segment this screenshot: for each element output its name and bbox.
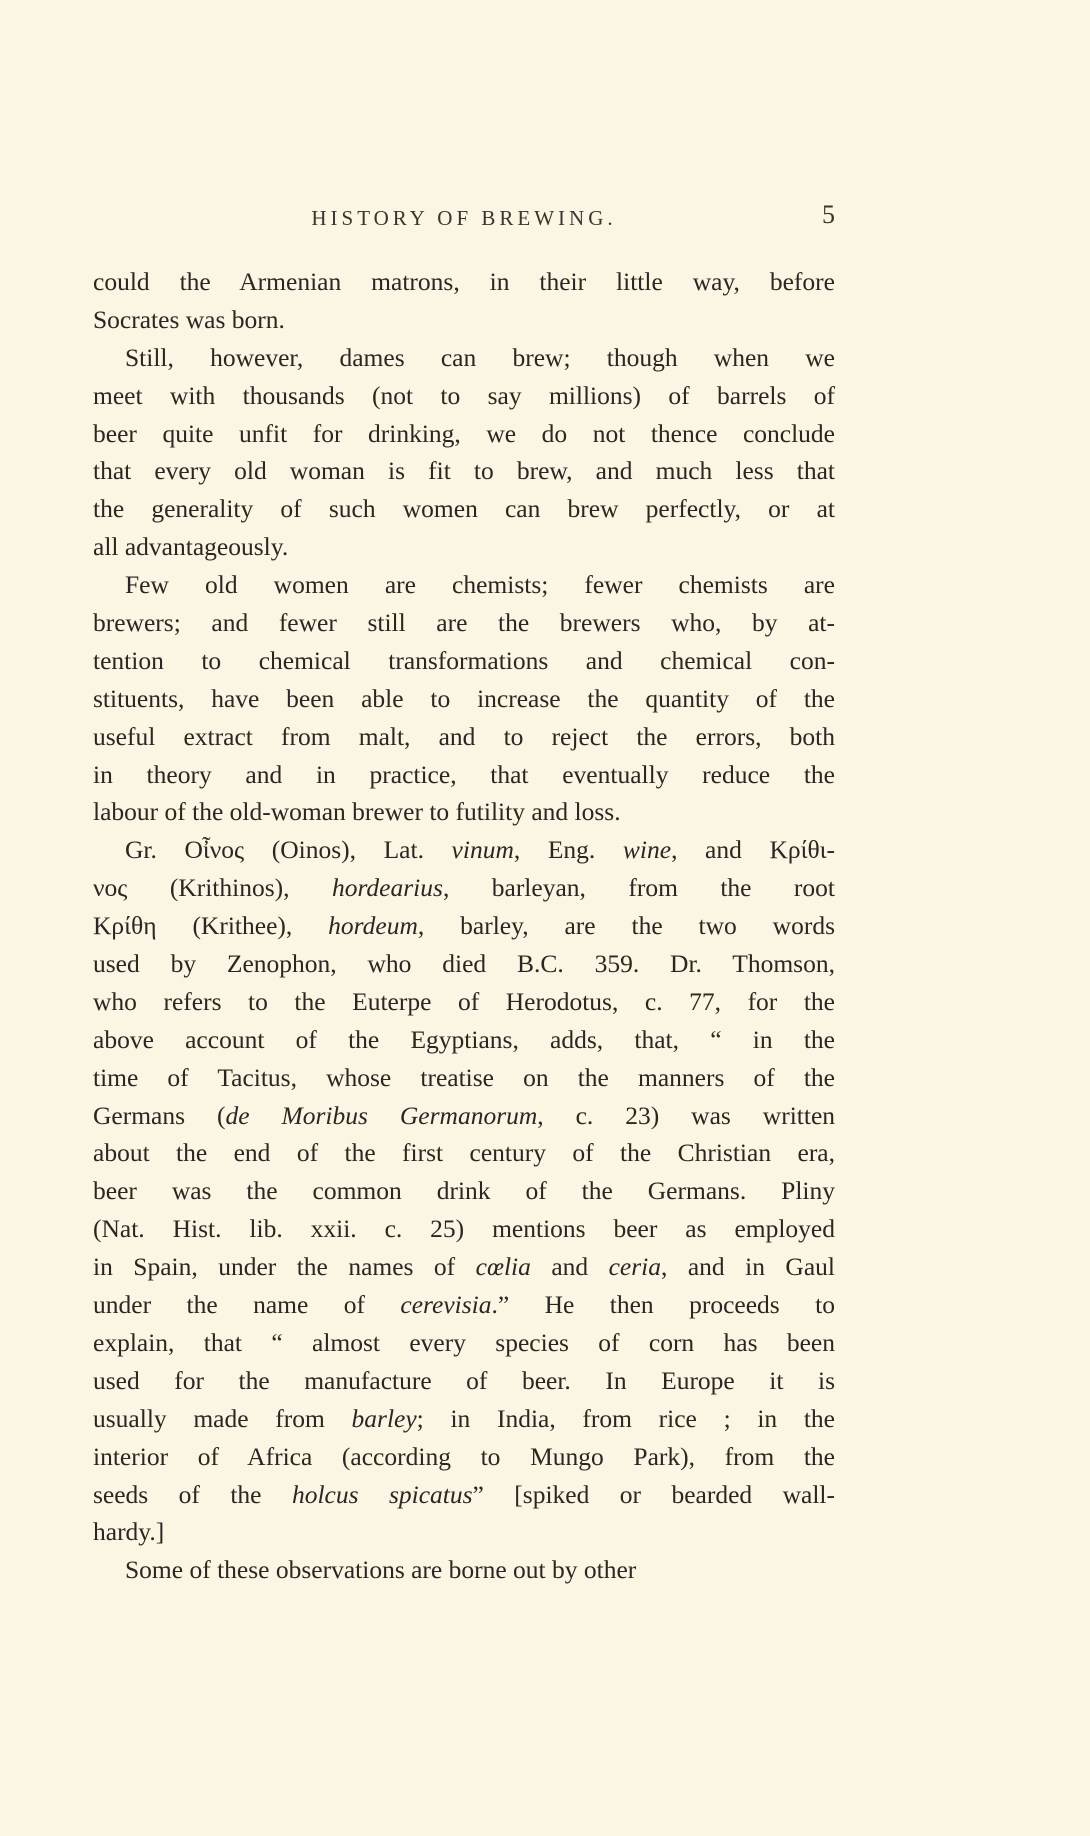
- text-line: [93, 528, 835, 566]
- text-line: [93, 718, 835, 756]
- text-line: [93, 1134, 835, 1172]
- text-segment: ” [spiked or bearded wall-: [472, 1479, 835, 1509]
- text-segment: useful extract from malt, and to reject the errors, both: [93, 721, 835, 751]
- latin-term: holcus spicatus: [291, 1479, 473, 1509]
- text-segment: Some of these observations are borne out by other: [125, 1555, 637, 1585]
- text-line: [93, 415, 835, 453]
- page-number: 5: [822, 200, 835, 229]
- text-line: [93, 1172, 835, 1210]
- text-segment: about the end of the first century of the Christian era,: [93, 1138, 835, 1168]
- text-line: [93, 377, 835, 415]
- text-segment: stituents, have been able to increase the quantity of the: [93, 683, 835, 713]
- text-segment: tention to chemical transformations and chemical con-: [93, 645, 835, 675]
- text-line: [93, 1324, 835, 1362]
- text-segment: in theory and in practice, that eventually reduce the: [93, 759, 835, 789]
- text-segment: , and Κρίθι-: [671, 835, 836, 865]
- text-line: [93, 1021, 835, 1059]
- latin-term: hordearius: [331, 873, 443, 903]
- text-line: [93, 1438, 835, 1476]
- text-line: [93, 1286, 835, 1324]
- text-segment: above account of the Egyptians, adds, that, “ in the: [93, 1024, 835, 1054]
- text-segment: interior of Africa (according to Mungo Park), from the: [93, 1441, 835, 1471]
- text-line: [93, 831, 835, 869]
- text-line: [93, 756, 835, 794]
- text-segment: Socrates was born.: [93, 304, 285, 334]
- text-line: [93, 869, 835, 907]
- emphasis-term: barley: [351, 1403, 417, 1433]
- text-line: [93, 339, 835, 377]
- text-line: [93, 1248, 835, 1286]
- text-segment: and: [530, 1252, 609, 1282]
- text-line: [93, 263, 835, 301]
- text-segment: used for the manufacture of beer. In Europe it is: [93, 1365, 835, 1395]
- text-line: [93, 452, 835, 490]
- text-segment: that every old woman is fit to brew, and much less that: [93, 456, 835, 486]
- text-segment: who refers to the Euterpe of Herodotus, c. 77, for the: [93, 986, 835, 1016]
- text-segment: (Nat. Hist. lib. xxii. c. 25) mentions beer as employed: [93, 1214, 835, 1244]
- text-line: [93, 1362, 835, 1400]
- text-line: [93, 1476, 835, 1514]
- text-segment: time of Tacitus, whose treatise on the manners of the: [93, 1062, 835, 1092]
- text-segment: hardy.]: [93, 1517, 165, 1547]
- text-line: [93, 1059, 835, 1097]
- text-segment: Κρίθη (Krithee),: [93, 911, 329, 941]
- text-line: [93, 983, 835, 1021]
- text-segment: , Eng.: [513, 835, 623, 865]
- text-segment: Gr. Οἶνος (Oinos), Lat.: [125, 835, 452, 865]
- text-segment: used by Zenophon, who died B.C. 359. Dr. Thomson,: [93, 949, 835, 979]
- text-line: [93, 566, 835, 604]
- latin-term: vinum: [451, 835, 514, 865]
- text-segment: ; in India, from rice ; in the: [416, 1403, 836, 1433]
- text-segment: usually made from: [93, 1403, 352, 1433]
- text-segment: Few old women are chemists; fewer chemists are: [125, 570, 835, 600]
- text-segment: the generality of such women can brew perfectly, or at: [93, 494, 835, 524]
- text-line: [93, 907, 835, 945]
- latin-term: cerevisia: [400, 1290, 492, 1320]
- text-line: [93, 642, 835, 680]
- text-segment: Germans (: [93, 1100, 226, 1130]
- running-head: [93, 200, 835, 236]
- book-title: de Moribus Germanorum: [225, 1100, 538, 1130]
- text-segment: labour of the old-woman brewer to futility and loss.: [93, 797, 621, 827]
- text-line: [93, 680, 835, 718]
- text-line: [93, 1400, 835, 1438]
- text-line: [93, 1097, 835, 1135]
- text-line: [93, 1551, 835, 1589]
- text-segment: νος (Krithinos),: [93, 873, 332, 903]
- text-line: [93, 793, 835, 831]
- text-line: [93, 490, 835, 528]
- text-line: [93, 945, 835, 983]
- latin-term: cœlia: [475, 1252, 531, 1282]
- text-line: [93, 604, 835, 642]
- text-segment: .” He then proceeds to: [491, 1290, 835, 1320]
- text-line: [93, 301, 835, 339]
- english-term: wine: [622, 835, 672, 865]
- text-segment: , c. 23) was written: [537, 1100, 836, 1130]
- text-segment: could the Armenian matrons, in their little way, before: [93, 267, 835, 296]
- text-line: [93, 1210, 835, 1248]
- latin-term: ceria: [608, 1252, 662, 1282]
- running-title: HISTORY OF BREWING.: [311, 206, 617, 230]
- text-segment: beer quite unfit for drinking, we do not thence conclude: [93, 418, 835, 448]
- text-segment: all advantageously.: [93, 532, 289, 562]
- text-segment: , barleyan, from the root: [442, 873, 836, 903]
- text-line: [93, 1513, 835, 1551]
- latin-term: hordeum: [328, 911, 418, 941]
- text-segment: under the name of: [93, 1290, 401, 1320]
- text-segment: seeds of the: [93, 1479, 292, 1509]
- text-segment: brewers; and fewer still are the brewers who, by at-: [93, 608, 835, 638]
- body-text: [93, 263, 835, 1589]
- text-segment: , and in Gaul: [661, 1252, 835, 1282]
- text-segment: in Spain, under the names of: [93, 1252, 476, 1282]
- text-segment: , barley, are the two words: [417, 911, 835, 941]
- text-segment: meet with thousands (not to say millions) of barrels of: [93, 380, 835, 410]
- text-segment: beer was the common drink of the Germans. Pliny: [93, 1176, 835, 1206]
- text-segment: explain, that “ almost every species of corn has been: [93, 1327, 835, 1357]
- text-segment: Still, however, dames can brew; though when we: [125, 342, 835, 372]
